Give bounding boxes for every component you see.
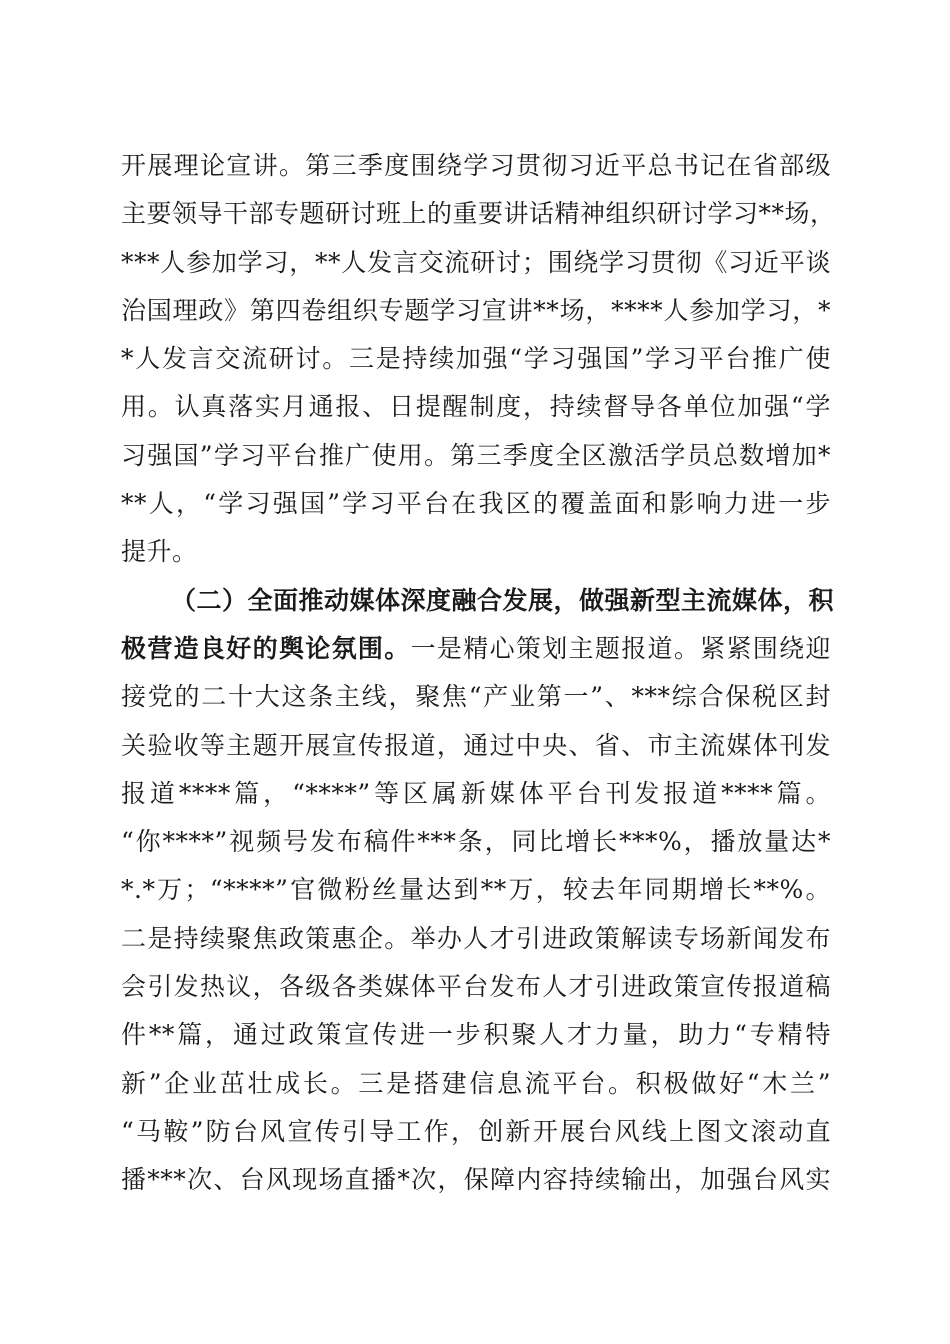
text-line: 二是持续聚焦政策惠企。举办人才引进政策解读专场新闻发布	[121, 923, 831, 953]
text-line: *人发言交流研讨。三是持续加强“学习强国”学习平台推广使	[121, 344, 831, 374]
text-line-mixed	[121, 625, 831, 673]
text-line: 治国理政》第四卷组织专题学习宣讲**场，****人参加学习，*	[121, 295, 831, 325]
text-line: 习强国”学习平台推广使用。第三季度全区激活学员总数增加*	[121, 440, 831, 470]
text-line: 提升。	[121, 537, 198, 567]
text-line: **人，“学习强国”学习平台在我区的覆盖面和影响力进一步	[121, 489, 831, 519]
section-heading-tail: 极营造良好的舆论氛围。	[121, 633, 411, 663]
text-line: “马鞍”防台风宣传引导工作，创新开展台风线上图文滚动直	[121, 1116, 831, 1146]
text-line: *.*万；“****”官微粉丝量达到**万，较去年同期增长**%。	[121, 875, 831, 905]
text-line: 主要领导干部专题研讨班上的重要讲话精神组织研讨学习**场，	[121, 199, 836, 229]
body-text	[121, 142, 836, 1205]
text-line: 会引发热议，各级各类媒体平台发布人才引进政策宣传报道稿	[121, 972, 831, 1002]
text-line: 件**篇，通过政策宣传进一步积聚人才力量，助力“专精特	[121, 1020, 831, 1050]
section-heading-line: （二）全面推动媒体深度融合发展，做强新型主流媒体，积	[171, 585, 835, 615]
text-line: 新”企业茁壮成长。三是搭建信息流平台。积极做好“木兰”	[121, 1068, 831, 1098]
text-line: 报道****篇，“****”等区属新媒体平台刊发报道****篇。	[121, 778, 831, 808]
text-line: 开展理论宣讲。第三季度围绕学习贯彻习近平总书记在省部级	[121, 151, 831, 180]
text-line: “你****”视频号发布稿件***条，同比增长***%，播放量达*	[121, 827, 831, 857]
text-line: 关验收等主题开展宣传报道，通过中央、省、市主流媒体刊发	[121, 730, 831, 760]
text-line: 接党的二十大这条主线，聚焦“产业第一”、***综合保税区封	[121, 682, 831, 712]
text-line-rest: 一是精心策划主题报道。紧紧围绕迎	[410, 633, 831, 663]
text-line: 播***次、台风现场直播*次，保障内容持续输出，加强台风实	[121, 1165, 831, 1195]
text-line: 用。认真落实月通报、日提醒制度，持续督导各单位加强“学	[121, 392, 831, 422]
text-line: ***人参加学习，**人发言交流研讨；围绕学习贯彻《习近平谈	[121, 247, 831, 277]
